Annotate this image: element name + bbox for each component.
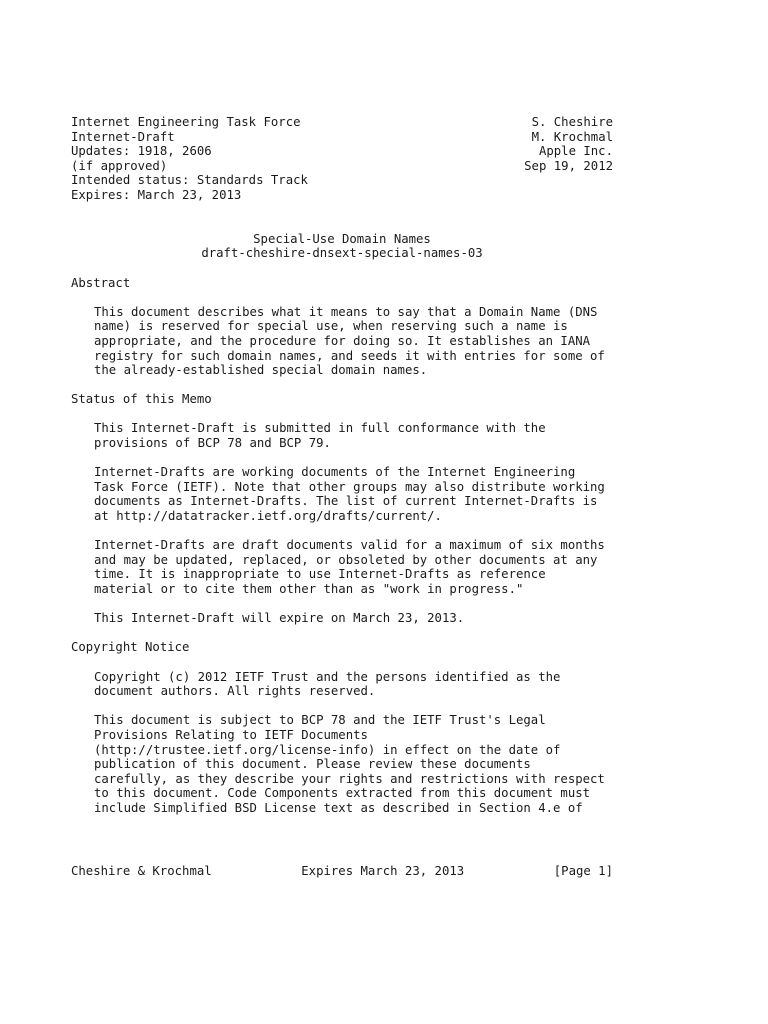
paragraph-line: appropriate, and the procedure for doing so. It establishes an IANA	[94, 333, 591, 348]
abstract-heading: Abstract	[71, 275, 131, 290]
paragraph-line: time. It is inappropriate to use Internet-Drafts as reference	[94, 567, 546, 582]
header-approval: (if approved)	[71, 158, 168, 173]
footer-authors: Cheshire & Krochmal	[71, 864, 212, 878]
footer-page-number: [Page 1]	[553, 864, 613, 878]
document-page	[71, 115, 631, 816]
status-paragraph-1	[71, 421, 631, 450]
paragraph-line: include Simplified BSD License text as described in Section 4.e of	[94, 800, 583, 815]
document-title: Special-Use Domain Names	[253, 231, 431, 246]
paragraph-line: material or to cite them other than as "work in progress."	[94, 582, 524, 596]
header-affiliation: Apple Inc.	[538, 144, 613, 159]
paragraph-line: registry for such domain names, and seeds it with entries for some of	[94, 348, 605, 363]
abstract-paragraph	[71, 305, 631, 378]
paragraph-line: (http://trustee.ietf.org/license-info) in effect on the date of	[94, 742, 561, 757]
copyright-heading: Copyright Notice	[71, 640, 190, 655]
paragraph-line: documents as Internet-Drafts. The list of current Internet-Drafts is	[94, 494, 598, 509]
paragraph-line: Copyright (c) 2012 IETF Trust and the persons identified as the	[94, 669, 561, 684]
paragraph-line: at http://datatracker.ietf.org/drafts/current/.	[94, 509, 442, 524]
header-doc-type: Internet-Draft	[71, 129, 175, 144]
paragraph-line: Task Force (IETF). Note that other groups may also distribute working	[94, 479, 605, 494]
header-author-1: S. Cheshire	[531, 115, 613, 129]
paragraph-line: This document is subject to BCP 78 and the IETF Trust's Legal	[94, 713, 546, 728]
header-org: Internet Engineering Task Force	[71, 115, 301, 129]
paragraph-line: Internet-Drafts are draft documents valid for a maximum of six months	[94, 538, 605, 553]
status-paragraph-3	[71, 538, 631, 596]
copyright-paragraph-2	[71, 713, 631, 815]
document-header	[71, 115, 631, 203]
status-paragraph-2	[71, 465, 631, 523]
paragraph-line: name) is reserved for special use, when reserving such a name is	[94, 319, 568, 334]
page-footer	[71, 864, 613, 879]
paragraph-line: carefully, as they describe your rights and restrictions with respect	[94, 771, 605, 786]
status-heading: Status of this Memo	[71, 392, 212, 407]
paragraph-line: and may be updated, replaced, or obsoleted by other documents at any	[94, 552, 598, 567]
paragraph-line: to this document. Code Components extracted from this document must	[94, 786, 591, 801]
paragraph-line: This Internet-Draft will expire on March 23, 2013.	[94, 611, 465, 626]
header-status: Intended status: Standards Track	[71, 173, 308, 188]
header-expires: Expires: March 23, 2013	[71, 187, 242, 202]
header-updates: Updates: 1918, 2606	[71, 144, 212, 159]
draft-name: draft-cheshire-dnsext-special-names-03	[201, 246, 483, 261]
footer-expires: Expires March 23, 2013	[301, 864, 465, 878]
paragraph-line: the already-established special domain names.	[94, 363, 428, 378]
paragraph-line: publication of this document. Please review these documents	[94, 757, 531, 772]
paragraph-line: document authors. All rights reserved.	[94, 684, 376, 699]
paragraph-line: provisions of BCP 78 and BCP 79.	[94, 436, 331, 451]
header-date: Sep 19, 2012	[524, 158, 613, 173]
status-paragraph-4	[71, 611, 631, 626]
copyright-paragraph-1	[71, 670, 631, 699]
header-author-2: M. Krochmal	[531, 129, 613, 144]
paragraph-line: Internet-Drafts are working documents of the Internet Engineering	[94, 465, 576, 480]
paragraph-line: This Internet-Draft is submitted in full conformance with the	[94, 421, 546, 436]
paragraph-line: This document describes what it means to say that a Domain Name (DNS	[94, 304, 598, 319]
paragraph-line: Provisions Relating to IETF Documents	[94, 727, 368, 742]
